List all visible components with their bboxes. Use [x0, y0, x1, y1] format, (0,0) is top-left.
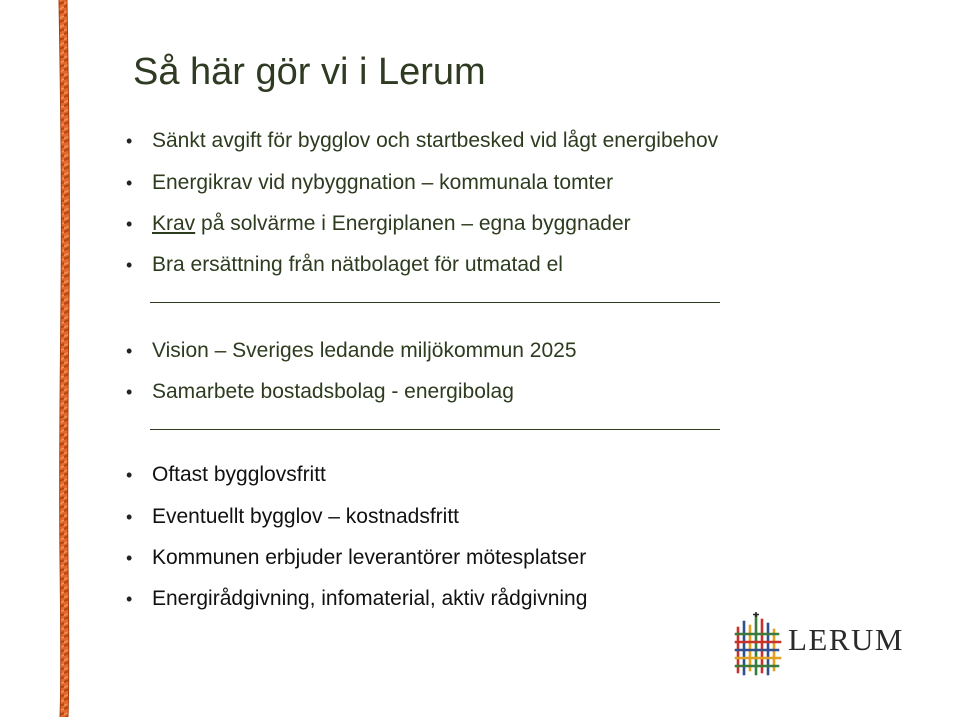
- bullet-text-rest: på solvärme i Energiplanen – egna byggnader: [195, 212, 631, 235]
- bullet-text: Kommunen erbjuder leverantörer mötesplatser: [152, 546, 587, 569]
- bullet-text: Vision – Sveriges ledande miljökommun 2025: [152, 339, 577, 362]
- bullet-dot-icon: •: [126, 382, 133, 402]
- bullet-text: [152, 209, 631, 239]
- lerum-logo: [728, 608, 918, 680]
- separator-line: [150, 302, 720, 303]
- bullet-dot-icon: •: [126, 341, 133, 361]
- bullet-dot-icon: •: [126, 131, 133, 151]
- lerum-wordmark: LERUM: [788, 622, 904, 657]
- bullet-text: Energirådgivning, infomaterial, aktiv rådgivning: [152, 587, 588, 610]
- bullet-dot-icon: •: [126, 214, 133, 234]
- bullet-text: Samarbete bostadsbolag - energibolag: [152, 380, 514, 403]
- bullet-dot-icon: •: [126, 173, 133, 193]
- separator-line: [150, 429, 720, 430]
- bullet-dot-icon: •: [126, 507, 133, 527]
- bullet-dot-icon: •: [126, 548, 133, 568]
- bullet-dot-icon: •: [126, 255, 133, 275]
- bullet-dot-icon: •: [126, 589, 133, 609]
- orange-rope-decoration: [52, 0, 82, 717]
- bullet-dot-icon: •: [126, 465, 133, 485]
- bullet-text: Eventuellt bygglov – kostnadsfritt: [152, 505, 460, 528]
- bullet-text: Bra ersättning från nätbolaget för utmatad el: [152, 253, 563, 276]
- lerum-emblem-icon: [734, 612, 782, 676]
- bullet-text: Oftast bygglovsfritt: [152, 463, 326, 486]
- bullet-text: Sänkt avgift för bygglov och startbesked vid lågt energibehov: [152, 129, 719, 152]
- bullet-list: [126, 0, 906, 640]
- slide-title: Så här gör vi i Lerum: [133, 51, 486, 93]
- underlined-word: Krav: [152, 212, 196, 235]
- bullet-text: Energikrav vid nybyggnation – kommunala tomter: [152, 171, 614, 194]
